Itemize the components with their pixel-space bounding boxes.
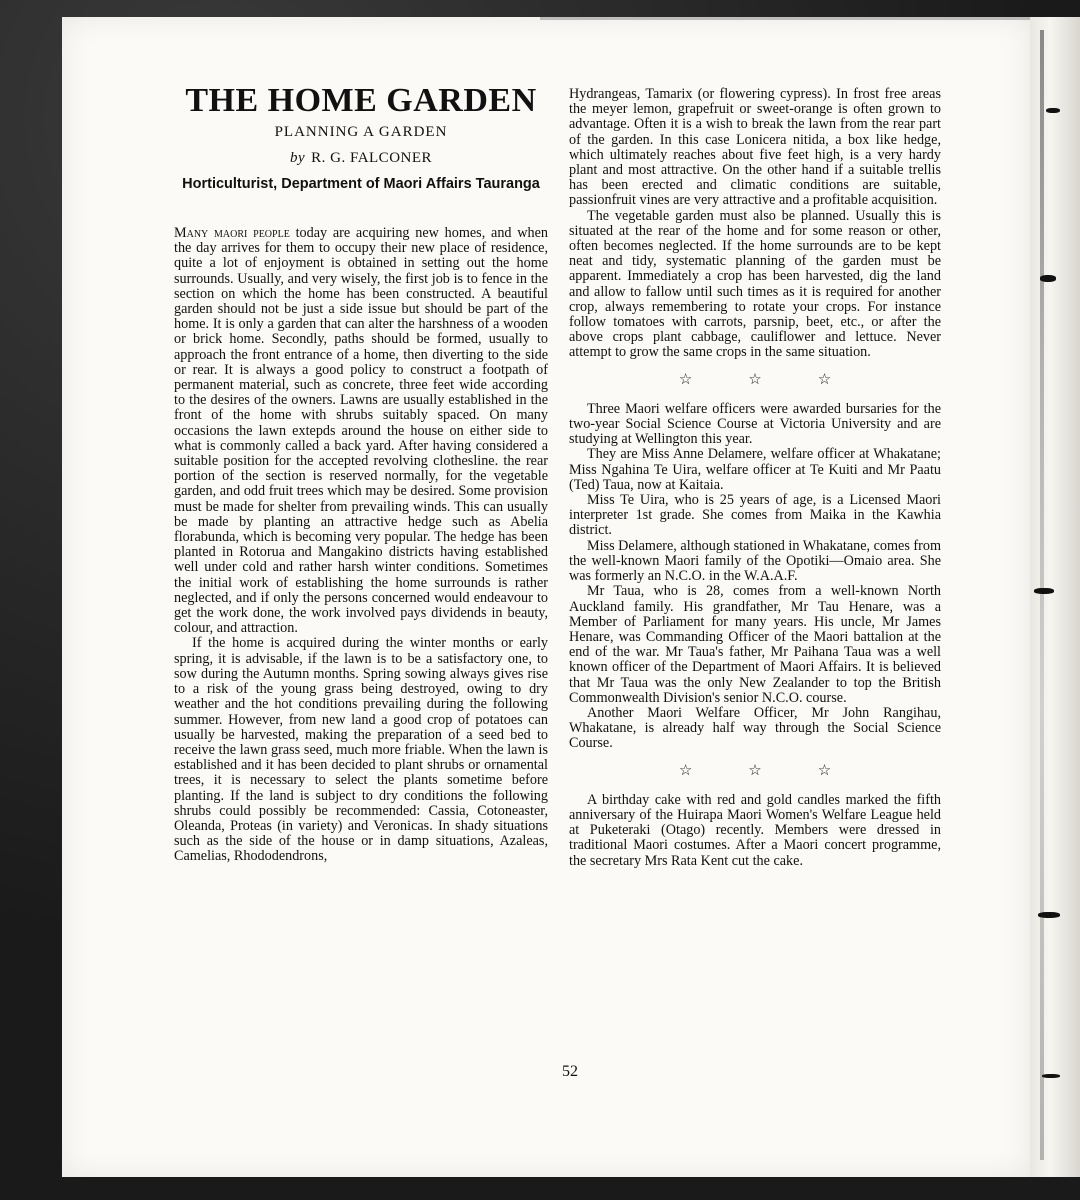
star-icon: ☆	[678, 762, 693, 779]
section-divider-stars	[569, 764, 941, 779]
star-icon: ☆	[678, 371, 693, 388]
star-icon: ☆	[748, 371, 762, 388]
news-paragraph: A birthday cake with red and gold candles marked the fifth anniversary of the Huirapa Maori Women's Welfare League held at Puketeraki (Otago) recently. Members were dressed in traditional Maori costumes. After a Maori concert programme, the secretary Mrs Rata Kent cut the cake.	[569, 791, 941, 869]
article-paragraph-continued: Hydrangeas, Tamarix (or flowering cypress). In frost free areas the meyer lemon, grapefruit or sweet-orange is often grown to advantage. Often it is a wish to break the lawn from the rear part of the garden. In this case Lonicera nitida, a box like hedge, which ultimately reaches about five feet high, is a very hardy plant and most attractive. On the other hand if a suitable trellis has been erected and climatic conditions are suitable, passionfruit vines are very attractive and a profitable acquisition.	[569, 86, 941, 209]
scan-speck	[1034, 588, 1054, 594]
news-paragraph: They are Miss Anne Delamere, welfare officer at Whakatane; Miss Ngahina Te Uira, welfare officer at Te Kuiti and Mr Paatu (Ted) Taua, now at Kaitaia.	[569, 446, 941, 493]
news-paragraph: Miss Delamere, although stationed in Whakatane, comes from the well-known Maori family of the Opotiki—Omaio area. She was formerly an N.C.O. in the W.A.A.F.	[569, 537, 941, 585]
news-paragraph: Miss Te Uira, who is 25 years of age, is a Licensed Maori interpreter 1st grade. She comes from Maika in the Kawhia district.	[569, 492, 941, 539]
article-paragraph	[174, 226, 548, 636]
left-column	[174, 226, 548, 865]
star-icon: ☆	[817, 371, 832, 388]
scan-speck	[1042, 1074, 1060, 1078]
scan-speck	[1038, 912, 1060, 918]
right-column	[569, 87, 941, 869]
news-paragraph: Mr Taua, who is 28, comes from a well-known North Auckland family. His grandfather, Mr Tau Henare, was a Member of Parliament for many years. His uncle, Mr James Henare, was Commanding Officer of the Maori battalion at the end of the war. Mr Taua's father, Mr Paihana Taua was a well known officer of the Department of Maori Affairs. It is believed that Mr Taua was the only New Zealander to top the British Commonwealth Division's senior N.C.O. course.	[569, 583, 941, 706]
page-number: 52	[562, 1063, 578, 1080]
article-author: R. G. FALCONER	[311, 150, 433, 166]
article-byline	[174, 150, 548, 167]
news-paragraph: Three Maori welfare officers were awarded bursaries for the two-year Social Science Course at Victoria University and are studying at Wellington this year.	[569, 400, 941, 448]
article-subtitle: PLANNING A GARDEN	[274, 124, 448, 140]
article-title: THE HOME GARDEN	[185, 82, 537, 119]
news-paragraph: Another Maori Welfare Officer, Mr John Rangihau, Whakatane, is already half way through the Social Science Course.	[569, 704, 941, 752]
star-icon: ☆	[748, 762, 762, 779]
section-divider-stars	[569, 373, 941, 388]
article-paragraph: If the home is acquired during the winter months or early spring, it is advisable, if the lawn is to be a satisfactory one, to sow during the Autumn months. Spring sowing always gives rise to a risk of the young grass being destroyed, owing to dry weather and the hot conditions prevailing during the following summer. However, from new land a good crop of potatoes can usually be harvested, making the preparation of a seed bed to receive the lawn grass seed, much more friable. When the lawn is established and it has been decided to plant shrubs or ornamental trees, it is necessary to select the plants sometime before planting. If the land is subject to dry conditions the following shrubs could possibly be recommended: Cassia, Cotoneaster, Oleanda, Proteas (in variety) and Veronicas. In shady situations such as the side of the house or in damp situations, Azaleas, Camelias, Rhododendrons,	[174, 635, 548, 865]
star-icon: ☆	[817, 762, 832, 779]
article-paragraph: The vegetable garden must also be planned. Usually this is situated at the rear of the home and for some reason or other, often becomes neglected. If the home surrounds are to be kept neat and tidy, systematic planning of the garden must be apparent. Immediately a crop has been harvested, dig the land and allow to fallow until such times as it is required for another crop, always remembering to rotate your crops. For instance follow tomatoes with carrots, parsnip, beet, etc., or after the above crops plant cabbage, cauliflower and lettuce. Never attempt to grow the same crops in the same situation.	[569, 207, 941, 361]
binding-edge-line	[1040, 30, 1044, 1160]
lead-in-smallcaps: Many maori people	[174, 225, 290, 241]
top-scan-rule	[540, 17, 1030, 20]
byline-by-word: by	[289, 150, 306, 166]
author-affiliation: Horticulturist, Department of Maori Affairs Tauranga	[182, 176, 540, 192]
page-edge-shadow	[1030, 17, 1080, 1177]
paragraph-text: today are acquiring new homes, and when the day arrives for them to occupy their new place of residence, quite a lot of enjoyment is obtained in setting out the home surrounds. Usually, and very wisely, the first job is to fence in the section on which the home has been constructed. A beautiful garden should not be just a side issue but should be part of the home. It is only a garden that can alter the harshness of a wooden or brick home. Secondly, paths should be formed, usually to approach the front entrance of a home, then diverting to the side or rear. It is always a good policy to construct a footpath of permanent material, such as concrete, three feet wide according to the desires of the owners. Lawns are usually established in the front of the home with shrubs suitably spaced. On many occasions the lawn extepds around the house on either side to what is commonly called a back yard. After having considered a suitable position for the accepted revolving clothesline. the rear portion of the section is reserved normally, for the vegetable garden, and odd fruit trees which may be desired. Some provision must be made for shelter from prevailing winds. This can usually be made by planting an attractive hedge such as Abelia florabunda, which is becoming very popular. The hedge has been planted in Rotorua and Mangakino districts having established well under cold and rather harsh winter conditions. Sometimes the initial work of establishing the home surrounds is rather neglected, and if only the persons concerned would endeavour to get the work done, the work involved pays dividends in beauty, colour, and attraction.	[174, 225, 548, 637]
scan-speck	[1040, 275, 1056, 282]
scan-speck	[1046, 108, 1060, 113]
